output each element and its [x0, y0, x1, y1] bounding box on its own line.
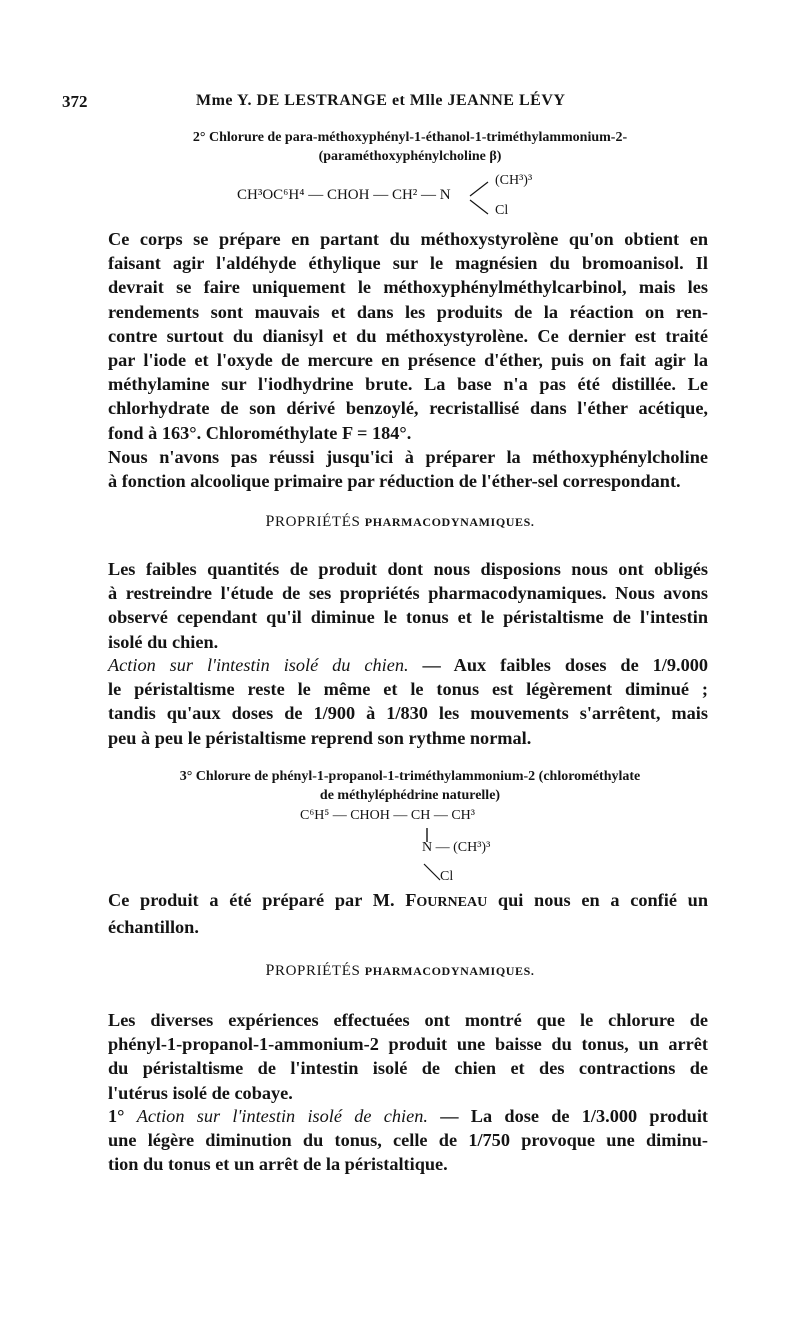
formula-chlorine: Cl [440, 869, 454, 884]
compound-2-formula [237, 173, 557, 220]
compound-3-title [100, 767, 720, 805]
text-line: 1° Action sur l'intestin isolé de chien. — La dose de 1/3.000 produit [108, 1106, 708, 1126]
formula-top-group: (CH³)³ [495, 173, 533, 188]
text-line: méthylamine sur l'iodhydrine brute. La base n'a pas été distillée. Le [108, 374, 708, 395]
text-line: rendements sont mauvais et dans les produits de la réaction on ren- [108, 301, 708, 322]
text-line: échantillon. [108, 917, 199, 938]
compound-3-title-line1: 3° Chlorure de phényl-1-propanol-1-triméthylammonium-2 (chlorométhylate [179, 769, 641, 784]
section-heading-1: PROPRIÉTÉS PHARMACODYNAMIQUES. [265, 513, 535, 530]
text-line: Les diverses expériences effectuées ont montré que le chlorure de [108, 1010, 708, 1030]
compound-2-title-line2: (paraméthoxyphénylcholine β) [318, 149, 502, 164]
text-line: du péristaltisme de l'intestin isolé de chien et des contractions de [108, 1058, 708, 1079]
text-line: fond à 163°. Chlorométhylate F = 184°. [108, 422, 412, 443]
italic-heading: Action sur l'intestin isolé de chien. [136, 1106, 428, 1126]
text-line: observé cependant qu'il diminue le tonus et le péristaltisme de l'intestin [108, 607, 708, 628]
formula-main: CH³OC⁶H⁴ — CHOH — CH² — N [237, 187, 451, 203]
compound-3-title-line2: de méthyléphédrine naturelle) [319, 788, 501, 803]
compound-2-title-line1: 2° Chlorure de para-méthoxyphényl-1-éthanol-1-triméthylammonium-2- [192, 130, 628, 145]
paragraph-attempt [108, 445, 708, 493]
text-line: isolé du chien. [108, 631, 219, 652]
formula-main: C⁶H⁵ — CHOH — CH — CH³ [300, 808, 475, 823]
text-line: Les faibles quantités de produit dont nous disposions nous ont obligés [108, 559, 708, 579]
text-line: l'utérus isolé de cobaye. [108, 1082, 293, 1103]
section-heading-2: PROPRIÉTÉS PHARMACODYNAMIQUES. [265, 962, 535, 979]
text-line: phényl-1-propanol-1-ammonium-2 produit une baisse du tonus, un arrêt [108, 1034, 708, 1055]
text-line: Nous n'avons pas réussi jusqu'ici à préparer la méthoxyphénylcholine [108, 447, 708, 467]
text-line: chlorhydrate de son dérivé benzoylé, recristallisé dans l'éther acétique, [108, 398, 708, 419]
text-line: tion du tonus et un arrêt de la péristaltique. [108, 1154, 448, 1175]
paragraph-intestine-action [108, 653, 708, 750]
compound-2-title [100, 128, 720, 166]
formula-bottom-group: Cl [495, 203, 509, 218]
text-line: tandis qu'aux doses de 1/900 à 1/830 les mouvements s'arrêtent, mais [108, 703, 708, 724]
paragraph-properties [108, 557, 708, 654]
running-header [0, 92, 800, 118]
formula-branch-lines [468, 176, 498, 220]
paragraph-experiments [108, 1008, 708, 1105]
formula-nitrogen-group: N — (CH³)³ [422, 840, 491, 855]
italic-heading: Action sur l'intestin isolé du chien. [108, 655, 409, 675]
paragraph-intestine-dose [108, 1104, 708, 1177]
text-line: Action sur l'intestin isolé du chien. — Aux faibles doses de 1/9.000 [108, 655, 708, 675]
paragraph-source [108, 888, 708, 939]
page-number: 372 [62, 92, 88, 111]
paragraph-preparation [108, 227, 708, 445]
text-line: Ce produit a été préparé par M. FOURNEAU qui nous en a confié un [108, 890, 708, 910]
text-line: à restreindre l'étude de ses propriétés pharmacodynamiques. Nous avons [108, 583, 708, 604]
text-line: à fonction alcoolique primaire par réduction de l'éther-sel correspondant. [108, 471, 681, 492]
text-line: une légère diminution du tonus, celle de 1/750 provoque une diminu- [108, 1130, 708, 1151]
text-line: faisant agir l'aldéhyde éthylique sur le magnésien du bromoanisol. Il [108, 253, 708, 274]
text-line: peu à peu le péristaltisme reprend son rythme normal. [108, 727, 532, 748]
text-line: devrait se faire uniquement le méthoxyphénylméthylcarbinol, mais les [108, 277, 708, 298]
text-line: contre surtout du dianisyl et du méthoxystyrolène. Ce dernier est traité [108, 325, 708, 346]
text-line: par l'iode et l'oxyde de mercure en présence d'éther, puis on fait agir la [108, 350, 708, 371]
compound-3-formula [300, 808, 520, 888]
formula-bond-lines [420, 826, 450, 896]
running-title: Mme Y. DE LESTRANGE et Mlle JEANNE LÉVY [196, 92, 566, 109]
text-line: le péristaltisme reste le même et le tonus est légèrement diminué ; [108, 679, 708, 700]
text-line: Ce corps se prépare en partant du méthoxystyrolène qu'on obtient en [108, 229, 708, 249]
